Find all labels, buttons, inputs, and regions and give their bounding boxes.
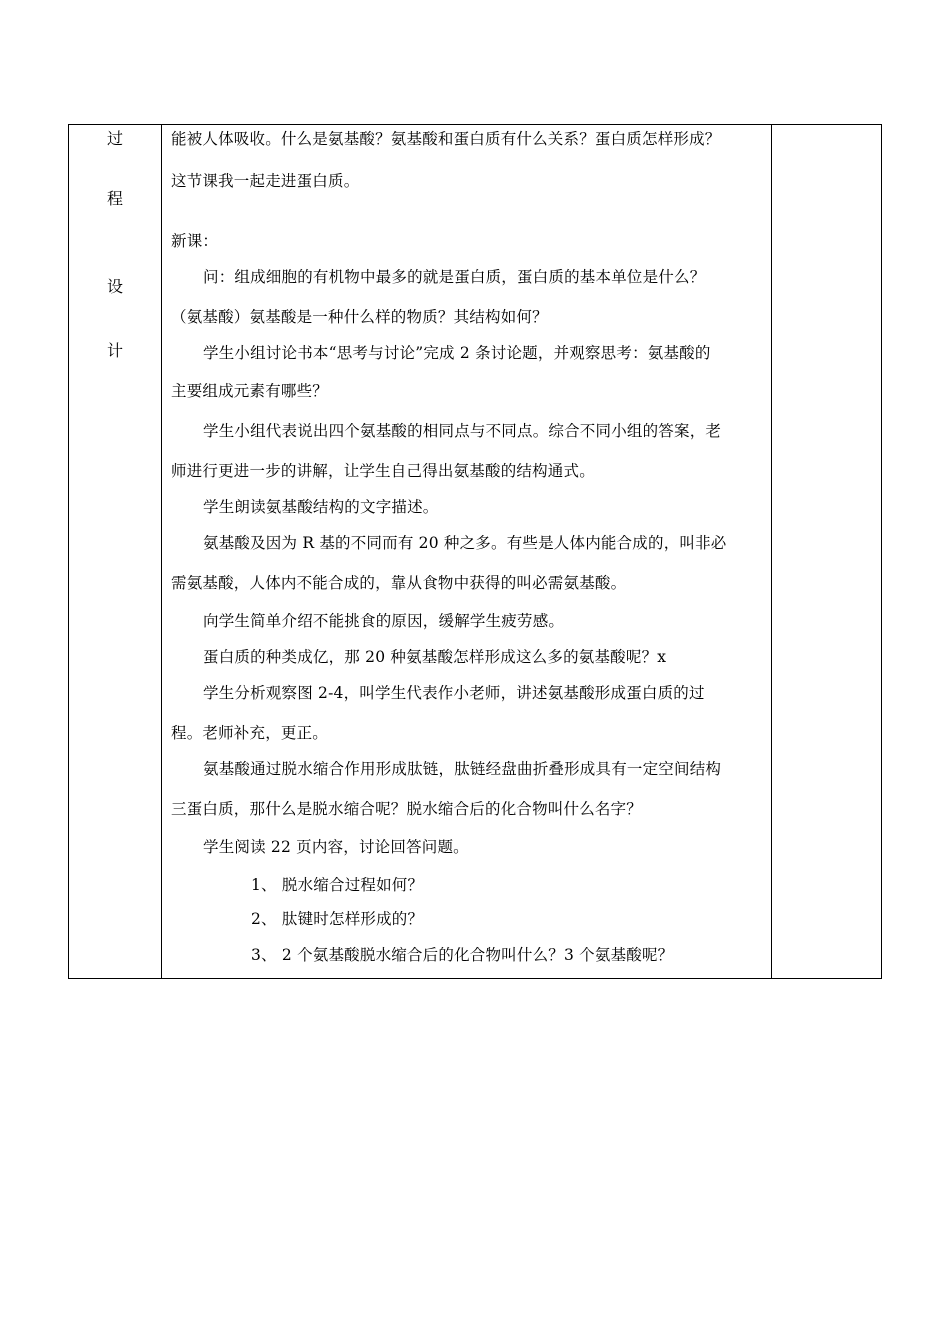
content-line: 学生小组讨论书本“思考与讨论”完成 2 条讨论题，并观察思考：氨基酸的 <box>203 344 711 362</box>
content-line: 问：组成细胞的有机物中最多的就是蛋白质，蛋白质的基本单位是什么？ <box>203 268 706 286</box>
content-line: 程。老师补充，更正。 <box>171 724 329 742</box>
row-label-char: 设 <box>106 277 123 296</box>
section-heading: 新课： <box>171 232 219 250</box>
content-line: 氨基酸通过脱水缩合作用形成肽链，肽链经盘曲折叠形成具有一定空间结构 <box>203 760 722 778</box>
content-line: 学生阅读 22 页内容，讨论回答问题。 <box>203 838 469 856</box>
content-line: 学生分析观察图 2-4，叫学生代表作小老师，讲述氨基酸形成蛋白质的过 <box>203 684 705 702</box>
row-label-char: 计 <box>106 341 123 360</box>
content-line: 学生小组代表说出四个氨基酸的相同点与不同点。综合不同小组的答案，老 <box>203 422 722 440</box>
row-label-char: 程 <box>106 189 123 208</box>
numbered-question: 3、 2 个氨基酸脱水缩合后的化合物叫什么？3 个氨基酸呢？ <box>251 946 674 964</box>
content-line: 主要组成元素有哪些？ <box>171 382 329 400</box>
content-line: 这节课我一起走进蛋白质。 <box>171 172 360 190</box>
content-line: 师进行更进一步的讲解，让学生自己得出氨基酸的结构通式。 <box>171 462 595 480</box>
content-line: 氨基酸及因为 R 基的不同而有 20 种之多。有些是人体内能合成的，叫非必 <box>203 534 727 552</box>
content-line: 学生朗读氨基酸结构的文字描述。 <box>203 498 439 516</box>
column-divider-left <box>161 125 162 978</box>
numbered-question: 2、 肽键时怎样形成的？ <box>251 910 424 928</box>
column-divider-right <box>771 125 772 978</box>
content-line: 三蛋白质，那什么是脱水缩合呢？脱水缩合后的化合物叫什么名字？ <box>171 800 643 818</box>
content-line: 蛋白质的种类成亿，那 20 种氨基酸怎样形成这么多的氨基酸呢？x <box>203 648 667 666</box>
content-line: 能被人体吸收。什么是氨基酸？氨基酸和蛋白质有什么关系？蛋白质怎样形成？ <box>171 130 721 148</box>
content-line: 需氨基酸，人体内不能合成的，靠从食物中获得的叫必需氨基酸。 <box>171 574 627 592</box>
numbered-question: 1、 脱水缩合过程如何？ <box>251 876 424 894</box>
content-line: 向学生简单介绍不能挑食的原因，缓解学生疲劳感。 <box>203 612 565 630</box>
content-line: （氨基酸）氨基酸是一种什么样的物质？其结构如何？ <box>171 308 548 326</box>
row-label-char: 过 <box>106 129 123 148</box>
lesson-table <box>68 124 882 979</box>
